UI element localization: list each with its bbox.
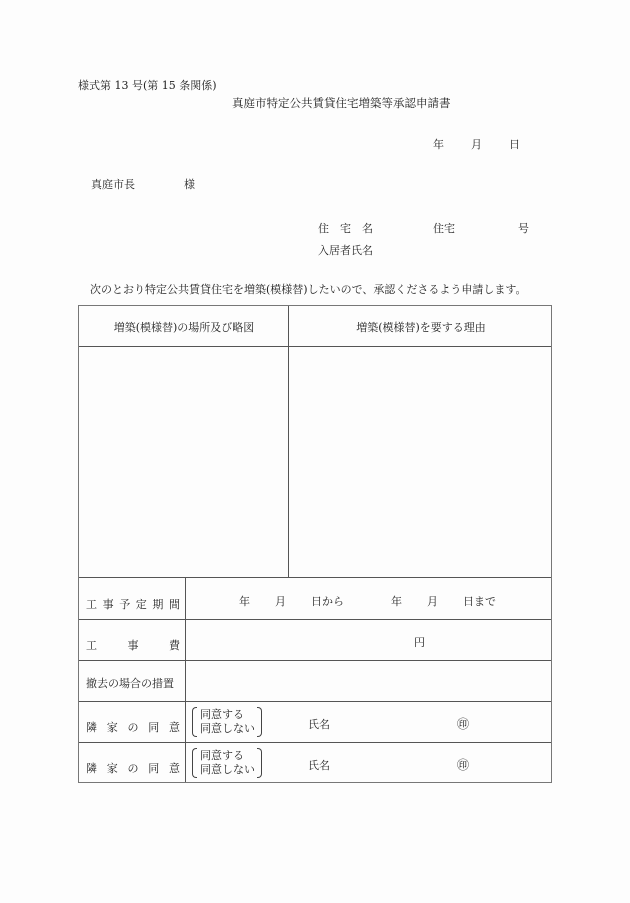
- resident-name-label: 入居者氏名: [318, 244, 373, 257]
- row-divider: [79, 577, 551, 578]
- consent-yes-option[interactable]: 同意する: [200, 708, 244, 721]
- location-sketch-header: 増築(模様替)の場所及び略図: [113, 321, 255, 334]
- date-month[interactable]: 月: [471, 138, 482, 151]
- neighbor-consent-label: 隣 家 の 同 意: [86, 721, 180, 734]
- period-from-month[interactable]: 月: [275, 595, 286, 608]
- date-line: [433, 139, 520, 150]
- row-divider: [79, 742, 551, 743]
- seal-icon: ㊞: [457, 758, 470, 772]
- document-title: 真庭市特定公共賃貸住宅増築等承認申請書: [232, 96, 451, 110]
- bracket-right: [257, 707, 262, 737]
- period-from-year[interactable]: 年: [239, 595, 250, 608]
- row-divider: [79, 619, 551, 620]
- period-from-day[interactable]: 日から: [311, 595, 344, 608]
- date-day[interactable]: 日: [509, 138, 520, 151]
- bracket-right: [257, 748, 262, 778]
- date-year[interactable]: 年: [433, 138, 444, 151]
- reason-field[interactable]: [289, 347, 551, 578]
- removal-measures-field[interactable]: [186, 661, 551, 701]
- addressee: 真庭市長: [91, 178, 135, 191]
- period-to-month[interactable]: 月: [427, 595, 438, 608]
- bracket-left: [192, 748, 197, 778]
- addressee-suffix: 様: [184, 178, 195, 191]
- construction-cost-label: 工 事 費: [86, 639, 180, 652]
- construction-period-label: 工 事 予 定 期 間: [86, 598, 180, 611]
- seal-icon: ㊞: [457, 717, 470, 731]
- neighbor-name-label[interactable]: 氏名: [308, 759, 330, 772]
- application-table: [78, 305, 552, 783]
- consent-choice: [192, 707, 262, 737]
- application-statement: 次のとおり特定公共賃貸住宅を増築(模様替)したいので、承認くださるよう申請します。: [90, 283, 527, 296]
- period-to-year[interactable]: 年: [391, 595, 402, 608]
- period-to-day[interactable]: 日まで: [463, 595, 496, 608]
- housing-name-label: 住 宅 名: [318, 222, 373, 235]
- consent-yes-option[interactable]: 同意する: [200, 749, 244, 762]
- neighbor-name-label[interactable]: 氏名: [308, 718, 330, 731]
- bracket-left: [192, 707, 197, 737]
- location-sketch-field[interactable]: [79, 347, 288, 578]
- housing-number-suffix: 号: [518, 222, 529, 235]
- row-divider: [79, 701, 551, 702]
- consent-choice: [192, 748, 262, 778]
- consent-no-option[interactable]: 同意しない: [200, 763, 255, 776]
- removal-measures-label: 撤去の場合の措置: [86, 677, 174, 690]
- housing-name-field[interactable]: 住宅: [433, 222, 455, 235]
- form-id: 様式第 13 号(第 15 条関係): [78, 79, 217, 92]
- reason-header: 増築(模様替)を要する理由: [356, 321, 486, 334]
- consent-no-option[interactable]: 同意しない: [200, 722, 255, 735]
- neighbor-consent-label: 隣 家 の 同 意: [86, 762, 180, 775]
- construction-cost-field[interactable]: 円: [414, 636, 425, 649]
